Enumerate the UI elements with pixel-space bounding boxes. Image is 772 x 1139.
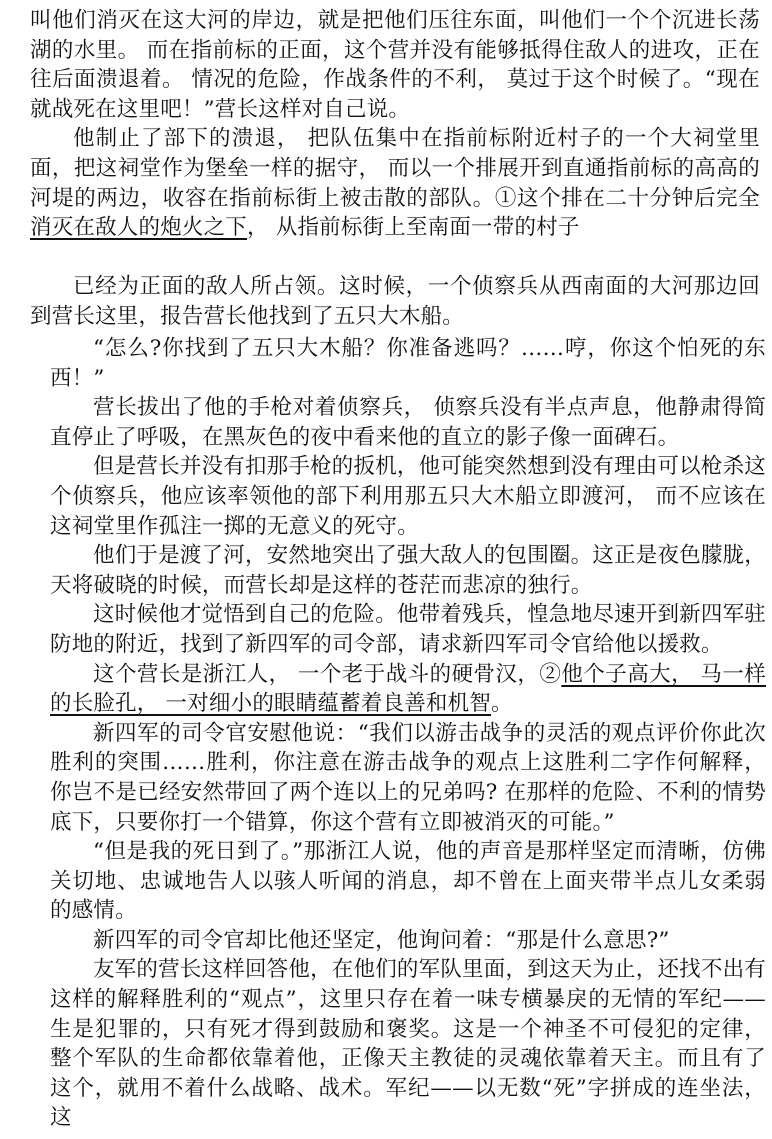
paragraph xyxy=(50,660,766,719)
paragraph: 叫他们消灭在这大河的岸边，就是把他们压往东面，叫他们一个个沉进长荡湖的水里。 而在指前标的正面，这个营并没有能够抵得住敌人的进攻，正在往后面溃退着。 情况的危险，作战条件的不利， 莫过于这个时候了。“现在就战死在这里吧！”营长这样对自己说。 xyxy=(30,8,760,122)
paragraph-text: 这个营长是浙江人， 一个老于战斗的硬骨汉，② xyxy=(93,661,562,687)
paragraph: “但是我的死日到了。”那浙江人说，他的声音是那样坚定而清晰，仿佛关切地、忠诚地告人以骇人听闻的消息，却不曾在上面夹带半点儿女柔弱的感情。 xyxy=(50,839,766,924)
paragraph: 但是营长并没有扣那手枪的扳机，他可能突然想到没有理由可以枪杀这个侦察兵，他应该率领他的部下利用那五只大木船立即渡河， 而不应该在这祠堂里作孤注一掷的无意义的死守。 xyxy=(50,454,766,539)
underlined-passage-1: 消灭在敌人的炮火之下 xyxy=(30,215,248,241)
text-block-middle xyxy=(30,272,760,331)
paragraph: 新四军的司令官安慰他说：“我们以游击战争的灵活的观点评价你此次胜利的突围……胜利，你注意在游击战争的观点上这胜利二字作何解释，你岂不是已经安然带回了两个连以上的兄弟吗? 在那样的危险、不利的情势底下，只要你打一个错算，你这个营有立即被消灭的可能。” xyxy=(50,720,766,835)
paragraph: 新四军的司令官却比他还坚定，他询问着：“那是什么意思?” xyxy=(93,927,670,953)
underlined-passage-2: 他个子高大， 马一样的长脸孔， 一对细小的眼睛蕴蓄着良善和机智 xyxy=(50,661,766,717)
paragraph: 已经为正面的敌人所占领。这时候，一个侦察兵从西南面的大河那边回到营长这里，报告营长他找到了五只大木船。 xyxy=(30,274,760,329)
paragraph xyxy=(30,124,760,242)
paragraph: 他们于是渡了河，安然地突出了强大敌人的包围圈。这正是夜色朦胧，天将破晓的时候，而营长却是这样的苍茫而悲凉的独行。 xyxy=(50,543,766,598)
paragraph-text: ， 从指前标街上至南面一带的村子 xyxy=(247,215,580,241)
paragraph-text: 。 xyxy=(491,691,513,717)
paragraph: “怎么?你找到了五只大木船？你准备逃吗？……哼，你这个怕死的东西！” xyxy=(50,336,766,391)
text-block-bottom xyxy=(50,334,766,1133)
paragraph-text: 他制止了部下的溃退， 把队伍集中在指前标附近村子的一个大祠堂里面，把这祠堂作为堡垒一样的据守， 而以一个排展开到直通指前标的高高的河堤的两边，收容在指前标街上被击散的部队。①这个排在二十分钟后完全 xyxy=(30,126,760,211)
text-block-top xyxy=(30,6,760,243)
paragraph: 友军的营长这样回答他，在他们的军队里面，到这天为止，还找不出有这样的解释胜利的“观点”，这里只存在着一味专横暴戾的无情的军纪——生是犯罪的，只有死才得到鼓励和褒奖。这是一个神圣不可侵犯的定律，整个军队的生命都依靠着他，正像天主教徒的灵魂依靠着天主。而且有了这个，就用不着什么战略、战术。军纪——以无数“死”字拼成的连坐法，这 xyxy=(50,957,766,1131)
paragraph: 这时候他才觉悟到自己的危险。他带着残兵，惶急地尽速开到新四军驻防地的附近，找到了新四军的司令部，请求新四军司令官给他以援救。 xyxy=(50,602,766,657)
paragraph: 营长拔出了他的手枪对着侦察兵， 侦察兵没有半点声息，他静肃得简直停止了呼吸，在黑灰色的夜中看来他的直立的影子像一面碑石。 xyxy=(50,395,766,450)
